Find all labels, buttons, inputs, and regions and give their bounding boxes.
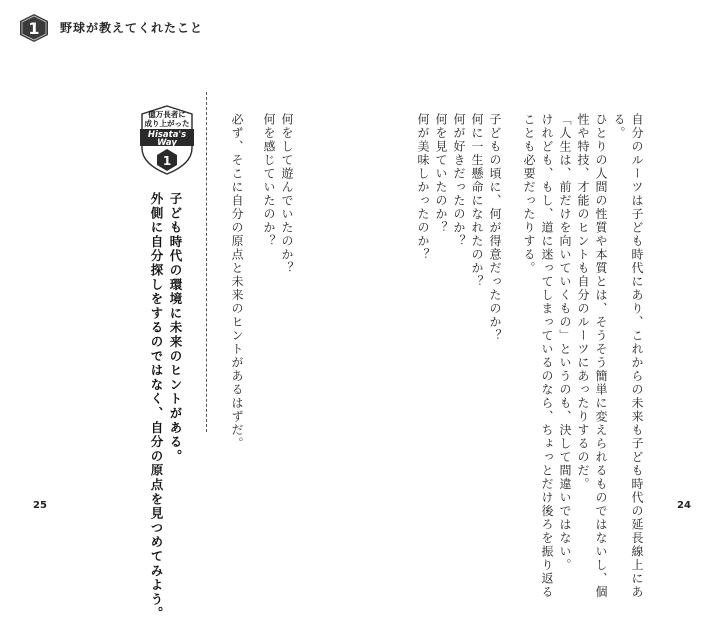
body-line: 何に一生懸命になれたのか？ [470,113,484,289]
chapter-title: 野球が教えてくれたこと [60,21,204,35]
body-line: ひとりの人間の性質や本質とは、そうそう簡単に変えられるものではないし、個 [594,113,608,599]
chapter-badge [18,13,50,43]
body-line: る。 [612,113,626,140]
takeaway-line: 外側に自分探しをするのではなく、自分の原点を見つめてみよう。 [149,192,164,621]
body-line: けれども、もし、道に迷ってしまっているのなら、ちょっとだけ後ろを振り返る [540,113,554,599]
body-line: 何をして遊んでいたのか？ [280,113,294,275]
medal-name: Hisata's [147,130,187,140]
body-line: 子どもの頃に、何が得意だったのか？ [488,113,502,343]
hisatas-way-medal [137,102,197,178]
body-line: 何が好きだったのか？ [452,113,466,248]
body-line: 必ず、そこに自分の原点と未来のヒントがあるはずだ。 [230,113,244,451]
body-line: 「人生は、前だけを向いていくもの」というのも、決して間違いではない。 [558,113,572,572]
body-line: 自分のルーツは子ども時代にあり、これからの未来も子ども時代の延長線上にあ [630,113,644,599]
body-line: ことも必要だったりする。 [522,113,536,275]
medal-top-text: 億万長者に [148,110,186,119]
body-line: 何を感じていたのか？ [262,113,276,248]
medal-name-2: Way [157,138,177,148]
body-line: 何が美味しかったのか？ [416,113,430,262]
takeaway-line: 子ども時代の環境に未来のヒントがある。 [168,192,183,464]
body-line: 性や特技、才能のヒントも自分のルーツにあったりするのだ。 [576,113,590,491]
medal-number: 1 [162,154,172,168]
page-number-left: 25 [33,500,47,511]
chapter-number: 1 [28,19,40,38]
medal-middle-text: 成り上がった [144,119,190,128]
body-line: 何を見ていたのか？ [434,113,448,235]
page-number-right: 24 [677,500,691,511]
dashed-divider [206,92,207,432]
